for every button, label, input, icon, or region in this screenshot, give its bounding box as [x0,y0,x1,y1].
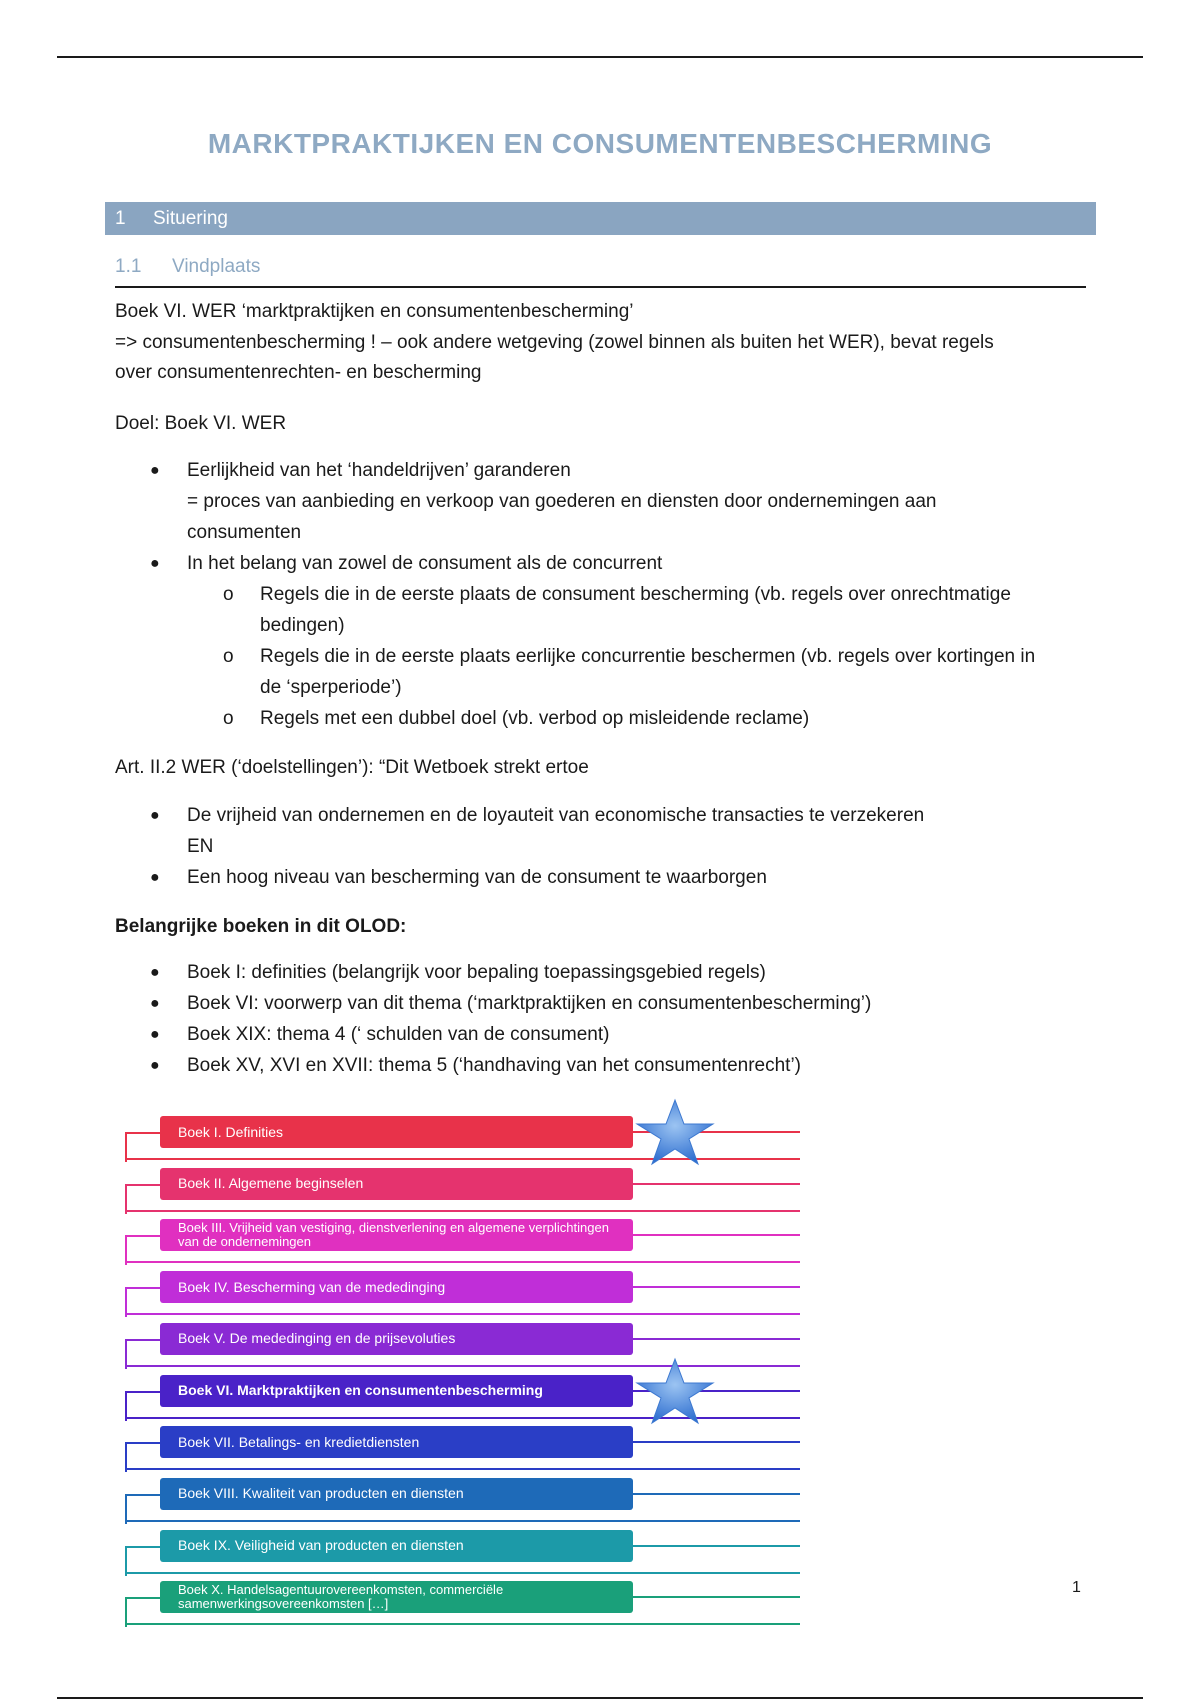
list-item-text: bedingen) [260,615,345,636]
diagram-row [120,1160,810,1212]
art-text: Art. II.2 WER (‘doelstellingen’): “Dit Wetboek strekt ertoe [115,757,589,778]
list-item [150,862,1095,893]
bullet-icon: ● [150,462,160,479]
star-icon [635,1098,715,1166]
doel-heading [115,408,1095,439]
diagram-book-box: Boek X. Handelsagentuurovereenkomsten, commerciële samenwerkingsovereenkomsten […] [160,1581,633,1613]
list-item-text: Regels met een dubbel doel (vb. verbod op misleidende reclame) [260,708,810,729]
bullet-icon: ● [150,869,160,886]
list-item-text: EN [187,836,214,857]
sub-list-item [150,579,1095,641]
diagram-row [120,1108,810,1160]
diagram-book-box: Boek VIII. Kwaliteit van producten en diensten [160,1478,633,1510]
doel-bullet-list [150,455,1095,734]
diagram-tail-line [630,1286,800,1288]
page-title: MARKTPRAKTIJKEN EN CONSUMENTENBESCHERMING [207,128,993,159]
bullet-icon: ● [150,1057,160,1074]
bullet-icon: ● [150,807,160,824]
list-item-text: consumenten [187,522,302,543]
diagram-book-box: Boek I. Definities [160,1116,633,1148]
sub-list-item [150,703,1095,734]
circle-bullet-icon: o [223,584,234,605]
heading-1-number: 1 [115,207,126,229]
wer-books-diagram [120,1108,810,1638]
diagram-row [120,1418,810,1470]
list-item [150,548,1095,579]
list-item [150,957,1095,988]
list-item-text: Een hoog niveau van bescherming van de consument te waarborgen [187,867,767,888]
list-item-text: Boek VI: voorwerp van dit thema (‘marktpraktijken en consumentenbescherming’) [187,993,872,1014]
diagram-book-box: Boek IX. Veiligheid van producten en diensten [160,1530,633,1562]
belangrijk-heading [115,911,1095,942]
diagram-row [120,1211,810,1263]
circle-bullet-icon: o [223,708,234,729]
list-item-text: = proces van aanbieding en verkoop van goederen en diensten door ondernemingen aan [187,491,937,512]
star-icon [635,1357,715,1425]
list-item-text: Eerlijkheid van het ‘handeldrijven’ garanderen [187,460,571,481]
diagram-row [120,1367,810,1419]
heading-2-number: 1.1 [115,256,142,277]
diagram-row [120,1573,810,1625]
list-item-text: De vrijheid van ondernemen en de loyauteit van economische transacties te verzekeren [187,805,925,826]
list-item [150,800,1095,862]
diagram-tail-line [630,1441,800,1443]
intro-paragraph [115,296,1095,388]
bullet-icon: ● [150,995,160,1012]
diagram-tail-line [630,1234,800,1236]
list-item-text: Boek XIX: thema 4 (‘ schulden van de consument) [187,1024,610,1045]
header-rule [57,56,1143,58]
bullet-icon: ● [150,1026,160,1043]
diagram-tail-line [630,1545,800,1547]
diagram-book-box: Boek III. Vrijheid van vestiging, dienstverlening en algemene verplichtingen van de ondernemingen [160,1219,633,1251]
art-heading [115,752,1095,783]
diagram-row [120,1470,810,1522]
heading-2-label: Vindplaats [172,256,261,277]
sub-list-item [150,641,1095,703]
diagram-tail-line [630,1183,800,1185]
diagram-book-box: Boek II. Algemene beginselen [160,1168,633,1200]
list-item-text: de ‘sperperiode’) [260,677,402,698]
intro-line: over consumentenrechten- en bescherming [115,362,482,383]
heading-1-label: Situering [153,207,228,229]
doel-text: Doel: Boek VI. WER [115,413,287,434]
heading-2 [115,256,1086,288]
intro-line: Boek VI. WER ‘marktpraktijken en consumentenbescherming’ [115,301,634,322]
diagram-book-box: Boek VII. Betalings- en kredietdiensten [160,1426,633,1458]
diagram-tail-line [630,1338,800,1340]
art-bullet-list [150,800,1095,893]
list-item [150,988,1095,1019]
page-number: 1 [1072,1579,1081,1596]
bullet-icon: ● [150,555,160,572]
list-item-text: Regels die in de eerste plaats de consument bescherming (vb. regels over onrechtmatige [260,584,1011,605]
list-item [150,1050,1095,1081]
list-item-text: In het belang van zowel de consument als de concurrent [187,553,663,574]
list-item [150,1019,1095,1050]
boeken-bullet-list [150,957,1095,1081]
diagram-book-box: Boek V. De mededinging en de prijsevoluties [160,1323,633,1355]
diagram-book-box: Boek IV. Bescherming van de mededinging [160,1271,633,1303]
list-item-text: Boek I: definities (belangrijk voor bepaling toepassingsgebied regels) [187,962,766,983]
diagram-row [120,1263,810,1315]
diagram-tail-line [630,1596,800,1598]
circle-bullet-icon: o [223,646,234,667]
footer-rule [57,1697,1143,1699]
intro-line: => consumentenbescherming ! – ook andere wetgeving (zowel binnen als buiten het WER), bevat regels [115,332,994,353]
diagram-book-box: Boek VI. Marktpraktijken en consumentenbescherming [160,1375,633,1407]
diagram-underline [125,1623,800,1625]
list-item-text: Regels die in de eerste plaats eerlijke concurrentie beschermen (vb. regels over kortingen in [260,646,1036,667]
diagram-row [120,1522,810,1574]
list-item [150,455,1095,548]
heading-1-bar [105,202,1096,235]
belangrijk-text: Belangrijke boeken in dit OLOD: [115,916,407,937]
list-item-text: Boek XV, XVI en XVII: thema 5 (‘handhaving van het consumentenrecht’) [187,1055,802,1076]
bullet-icon: ● [150,964,160,981]
diagram-tail-line [630,1493,800,1495]
